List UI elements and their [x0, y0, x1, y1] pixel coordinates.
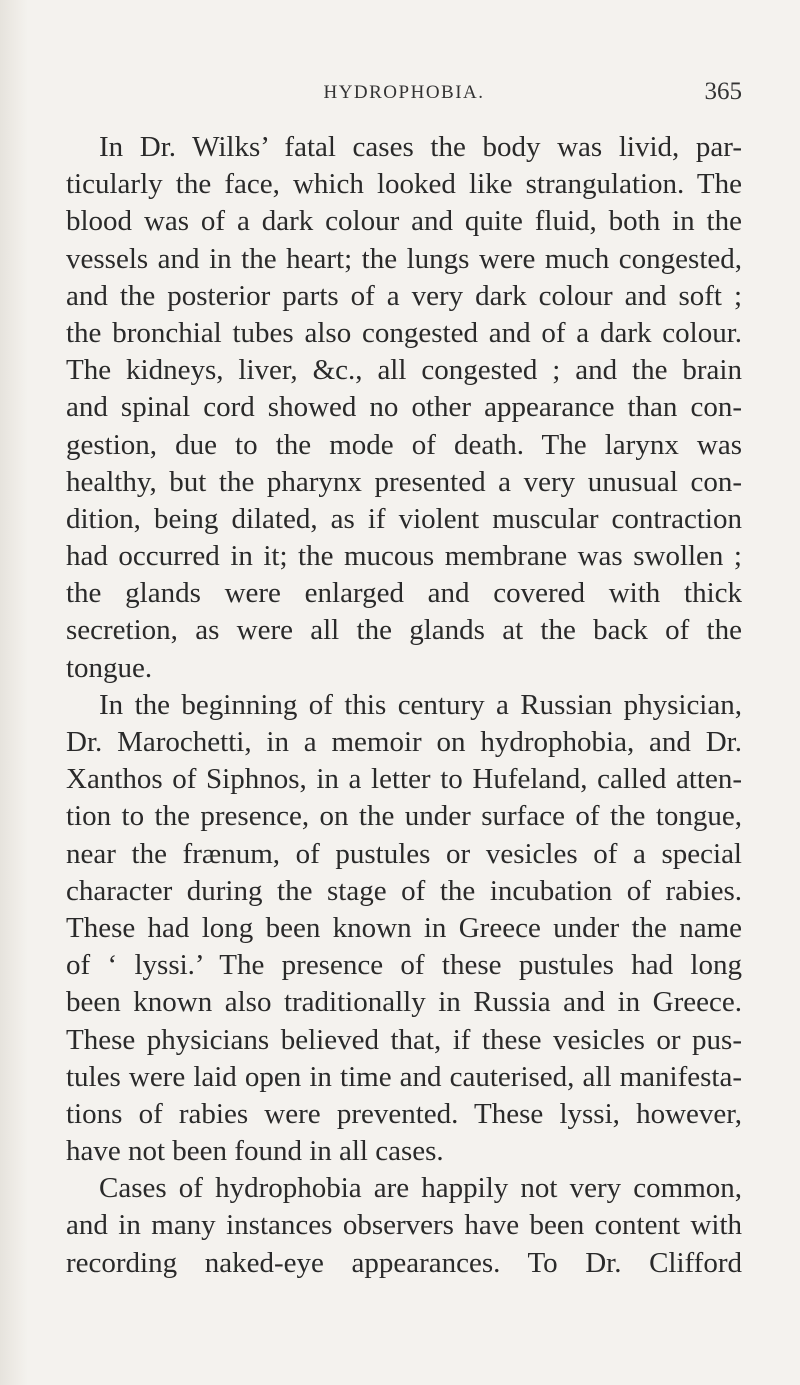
text-line: of ‘ lyssi.’ The presence of these pustules had long: [66, 949, 742, 982]
text-line: recording naked-eye appearances. To Dr. Clifford: [66, 1246, 742, 1279]
text-line: the bronchial tubes also congested and of a dark colour.: [66, 316, 742, 349]
text-line: blood was of a dark colour and quite fluid, both in the: [66, 205, 742, 238]
text-line: tongue.: [66, 651, 153, 684]
text-line: character during the stage of the incubation of rabies.: [66, 874, 742, 907]
text-line: the glands were enlarged and covered with thick: [66, 577, 742, 610]
body-text: [66, 129, 742, 1282]
text-line: vessels and in the heart; the lungs were much congested,: [66, 242, 742, 275]
text-line: In the beginning of this century a Russian physician,: [99, 688, 742, 721]
page-header: [66, 78, 742, 110]
text-line: These had long been known in Greece under the name: [66, 911, 742, 944]
text-line: dition, being dilated, as if violent muscular contraction: [66, 502, 742, 535]
text-line: and in many instances observers have been content with: [66, 1209, 742, 1242]
text-line: and the posterior parts of a very dark colour and soft ;: [66, 279, 742, 312]
text-line: healthy, but the pharynx presented a very unusual con-: [66, 465, 742, 498]
text-line: near the frænum, of pustules or vesicles of a special: [66, 837, 742, 870]
running-title: HYDROPHOBIA.: [323, 82, 485, 103]
text-line: These physicians believed that, if these vesicles or pus-: [66, 1023, 742, 1056]
text-line: Xanthos of Siphnos, in a letter to Hufeland, called atten-: [66, 763, 742, 796]
page-number: 365: [704, 78, 742, 105]
page-edge-shadow: [0, 0, 28, 1385]
text-line: In Dr. Wilks’ fatal cases the body was livid, par-: [99, 131, 742, 163]
text-line: gestion, due to the mode of death. The larynx was: [66, 428, 742, 461]
text-line: and spinal cord showed no other appearance than con-: [66, 391, 742, 424]
text-line: been known also traditionally in Russia and in Greece.: [66, 986, 742, 1019]
text-line: secretion, as were all the glands at the back of the: [66, 614, 742, 647]
text-line: ticularly the face, which looked like strangulation. The: [66, 168, 742, 201]
text-line: tions of rabies were prevented. These lyssi, however,: [66, 1097, 742, 1130]
text-line: have not been found in all cases.: [66, 1135, 444, 1168]
text-line: Cases of hydrophobia are happily not very common,: [99, 1172, 742, 1205]
text-line: The kidneys, liver, &c., all congested ; and the brain: [66, 354, 742, 387]
text-line: tion to the presence, on the under surface of the tongue,: [66, 800, 742, 833]
text-line: had occurred in it; the mucous membrane was swollen ;: [66, 540, 742, 573]
text-line: tules were laid open in time and cauterised, all manifesta-: [66, 1060, 742, 1093]
text-line: Dr. Marochetti, in a memoir on hydrophobia, and Dr.: [66, 726, 742, 758]
